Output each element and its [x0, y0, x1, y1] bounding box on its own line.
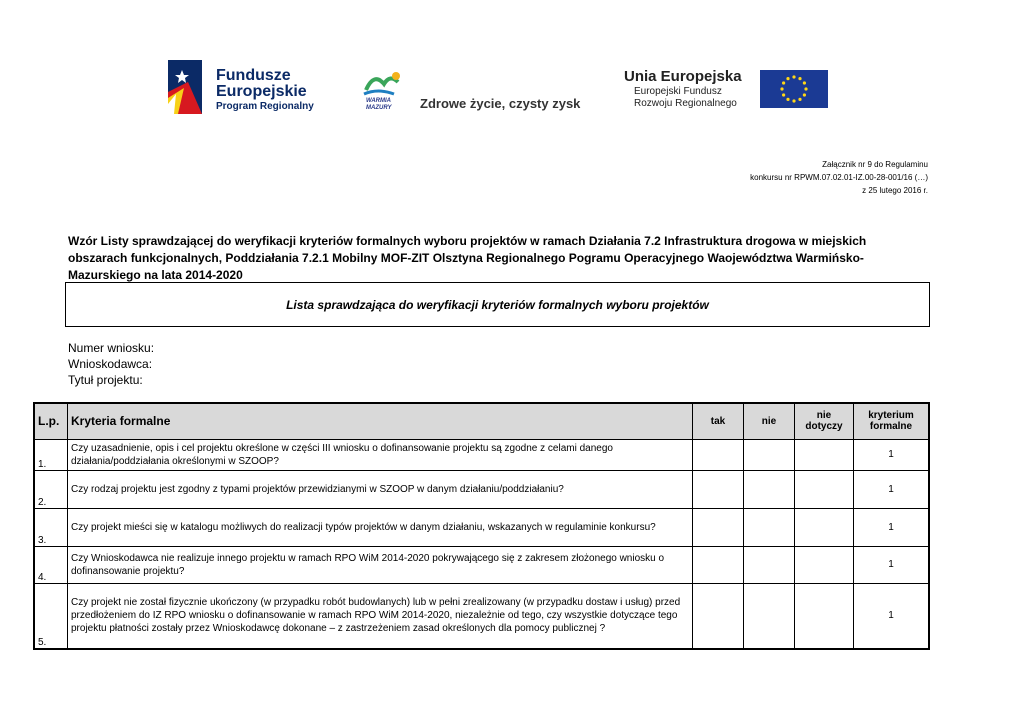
- wm-slogan: Zdrowe życie, czysty zysk: [420, 96, 581, 111]
- cell-nie[interactable]: [744, 508, 795, 546]
- annex-info: [750, 158, 928, 197]
- eu-flag-icon: [760, 70, 828, 108]
- cell-nie-dotyczy[interactable]: [795, 583, 854, 649]
- wm-logo-small-text: WARMIA MAZURY: [366, 98, 392, 111]
- table-row: [34, 470, 929, 508]
- warmia-mazury-logo: [360, 70, 590, 120]
- checklist-heading-text: Lista sprawdzająca do weryfikacji kryteriów formalnych wyboru projektów: [286, 297, 709, 312]
- field-tytul-projektu: Tytuł projektu:: [68, 373, 143, 387]
- row-criterion: Czy Wnioskodawca nie realizuje innego projektu w ramach RPO WiM 2014-2020 pokrywającego się z zakresem złożonego wniosku o dofinansowanie projektu?: [68, 546, 693, 583]
- annex-line2: konkursu nr RPWM.07.02.01-IZ.00-28-001/16 (…): [750, 173, 928, 182]
- unia-europejska-logo: [624, 66, 834, 116]
- row-value: 1: [854, 508, 930, 546]
- header-tak: tak: [693, 403, 744, 439]
- row-criterion: Czy projekt nie został fizycznie ukończony (w przypadku robót budowlanych) lub w pełni zrealizowany (w przypadku dostaw i usług) przed przedłożeniem do IZ RPO wniosku o dofinansowanie w ramach RPO WiM 2014-2020, niezależnie od tego, czy wszystkie dotyczące tego projektu płatności zostały przez Wnioskodawcę dokonane – z zastrzeżeniem zasad określonych dla pomocy publicznej ?: [68, 583, 693, 649]
- header-lp: L.p.: [34, 403, 68, 439]
- row-criterion: Czy rodzaj projektu jest zgodny z typami projektów przewidzianymi w SZOOP w danym działaniu/poddziałaniu?: [68, 470, 693, 508]
- table-header-row: [34, 403, 929, 439]
- cell-nie-dotyczy[interactable]: [795, 470, 854, 508]
- cell-tak[interactable]: [693, 439, 744, 470]
- ue-logo-line1: Unia Europejska: [624, 68, 742, 85]
- row-value: 1: [854, 439, 930, 470]
- header-kryterium-formalne: kryterium formalne: [854, 403, 930, 439]
- cell-tak[interactable]: [693, 546, 744, 583]
- cell-tak[interactable]: [693, 508, 744, 546]
- cell-nie[interactable]: [744, 583, 795, 649]
- cell-tak[interactable]: [693, 583, 744, 649]
- criteria-table: [33, 402, 930, 650]
- table-row: [34, 546, 929, 583]
- cell-nie-dotyczy[interactable]: [795, 546, 854, 583]
- fe-logo-line2: Europejskie: [216, 83, 307, 100]
- checklist-heading: [65, 282, 930, 327]
- header-nie-dotyczy: nie dotyczy: [795, 403, 854, 439]
- annex-line3: z 25 lutego 2016 r.: [862, 186, 928, 195]
- row-criterion: Czy uzasadnienie, opis i cel projektu określone w części III wniosku o dofinansowanie projektu są zgodne z celami danego działania/poddziałania określonymi w SZOOP?: [68, 439, 693, 470]
- header-kryteria: Kryteria formalne: [68, 403, 693, 439]
- cell-nie-dotyczy[interactable]: [795, 439, 854, 470]
- fe-flag-icon: [168, 60, 202, 114]
- row-lp: 4.: [34, 546, 68, 583]
- cell-nie[interactable]: [744, 470, 795, 508]
- application-fields: [68, 340, 154, 388]
- ue-logo-line3: Rozwoju Regionalnego: [634, 98, 737, 109]
- row-value: 1: [854, 470, 930, 508]
- row-lp: 1.: [34, 439, 68, 470]
- field-numer-wniosku: Numer wniosku:: [68, 341, 155, 355]
- cell-nie-dotyczy[interactable]: [795, 508, 854, 546]
- annex-line1: Załącznik nr 9 do Regulaminu: [822, 160, 928, 169]
- table-row: [34, 583, 929, 649]
- field-wnioskodawca: Wnioskodawca:: [68, 357, 153, 371]
- header-nie: nie: [744, 403, 795, 439]
- fundusze-europejskie-logo: [168, 60, 328, 116]
- cell-nie[interactable]: [744, 546, 795, 583]
- document-title: Wzór Listy sprawdzającej do weryfikacji kryteriów formalnych wyboru projektów w ramach Działania 7.2 Infrastruktura drogowa w miejskich obszarach funkcjonalnych, Poddziałania 7.2.1 Mobilny MOF-ZIT Olsztyna Regionalnego Pogramu Operacyjnego Waojewództwa Warmińsko-Mazurskiego na lata 2014-2020: [68, 234, 867, 282]
- table-row: [34, 439, 929, 470]
- table-row: [34, 508, 929, 546]
- fe-logo-line1: Fundusze: [216, 67, 291, 84]
- row-criterion: Czy projekt mieści się w katalogu możliwych do realizacji typów projektów w danym działaniu, wskazanych w regulaminie konkursu?: [68, 508, 693, 546]
- row-lp: 5.: [34, 583, 68, 649]
- row-value: 1: [854, 583, 930, 649]
- cell-nie[interactable]: [744, 439, 795, 470]
- fe-logo-line3: Program Regionalny: [216, 101, 314, 112]
- row-lp: 2.: [34, 470, 68, 508]
- cell-tak[interactable]: [693, 470, 744, 508]
- ue-logo-line2: Europejski Fundusz: [634, 86, 722, 97]
- row-lp: 3.: [34, 508, 68, 546]
- row-value: 1: [854, 546, 930, 583]
